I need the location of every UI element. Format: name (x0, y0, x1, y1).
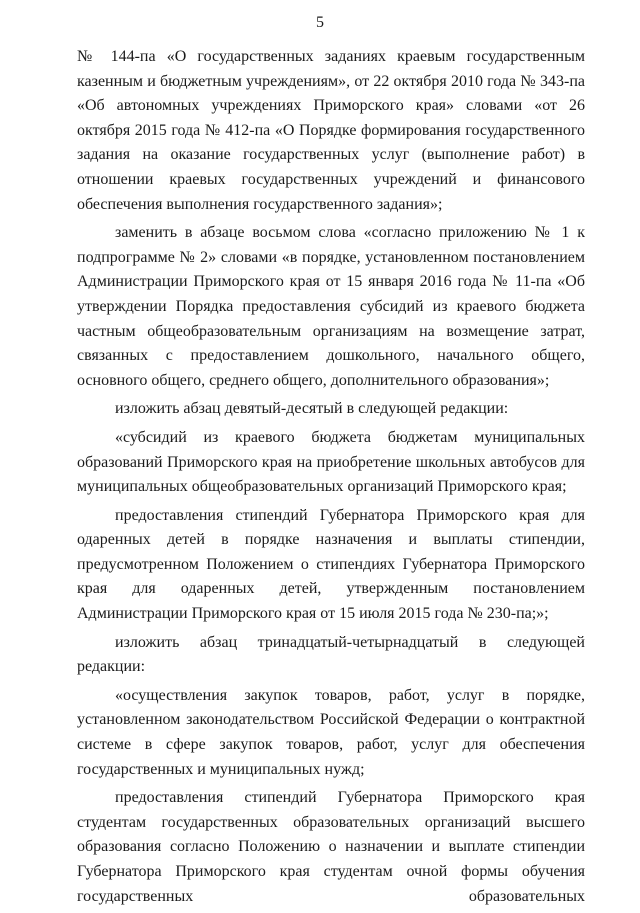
paragraph-amend-paragraph-eight: заменить в абзаце восьмом слова «согласно приложению № 1 к подпрограмме № 2» словами «в порядке, установленном постановлением Администрации Приморского края от 15 января 2016 года № 11-па «Об утверждении Порядка предоставления субсидий из краевого бюджета частным общеобразовательным организациям на возмещение затрат, связанных с предоставлением дошкольного, начального общего, основного общего, среднего общего, дополнительного образования»; (77, 224, 585, 389)
paragraph-amend-paragraphs-nine-ten: изложить абзац девятый-десятый в следующей редакции: (115, 400, 509, 418)
document-body (77, 45, 585, 913)
paragraph-continuation: № 144-па «О государственных заданиях краевым государственным казенным и бюджетным учреждениям», от 22 октября 2010 года № 343-па «Об автономных учреждениях Приморского края» словами «от 26 октября 2015 года № 412-па «О Порядке формирования государственного задания на оказание государственных услуг (выполнение работ) в отношении краевых государственных учреждений и финансового обеспечения выполнения государственного задания»; (77, 48, 585, 213)
paragraph-stipends-students: предоставления стипендий Губернатора Приморского края студентам государственных образовательных организаций высшего образования согласно Положению о назначении и выплате стипендии Губернатора Приморского края студентам очной формы обучения государственных образовательных (77, 789, 585, 905)
page-number: 5 (316, 14, 324, 31)
paragraph-stipends-gifted-children: предоставления стипендий Губернатора Приморского края для одаренных детей в порядке назначения и выплаты стипендии, предусмотренном Положением о стипендиях Губернатора Приморского края для одаренных детей, утвержденным постановлением Администрации Приморского края от 15 июля 2015 года № 230-па;»; (77, 506, 585, 623)
paragraph-amend-paragraphs-thirteen-fourteen: изложить абзац тринадцатый-четырнадцатый в следующей редакции: (77, 633, 585, 676)
paragraph-subsidies-school-buses: «субсидий из краевого бюджета бюджетам муниципальных образований Приморского края на приобретение школьных автобусов для муниципальных общеобразовательных организаций Приморского края; (77, 428, 585, 496)
paragraph-procurement: «осуществления закупок товаров, работ, услуг в порядке, установленном законодательством Российской Федерации о контрактной системе в сфере закупок товаров, работ, услуг для обеспечения государственных и муниципальных нужд; (77, 686, 585, 778)
